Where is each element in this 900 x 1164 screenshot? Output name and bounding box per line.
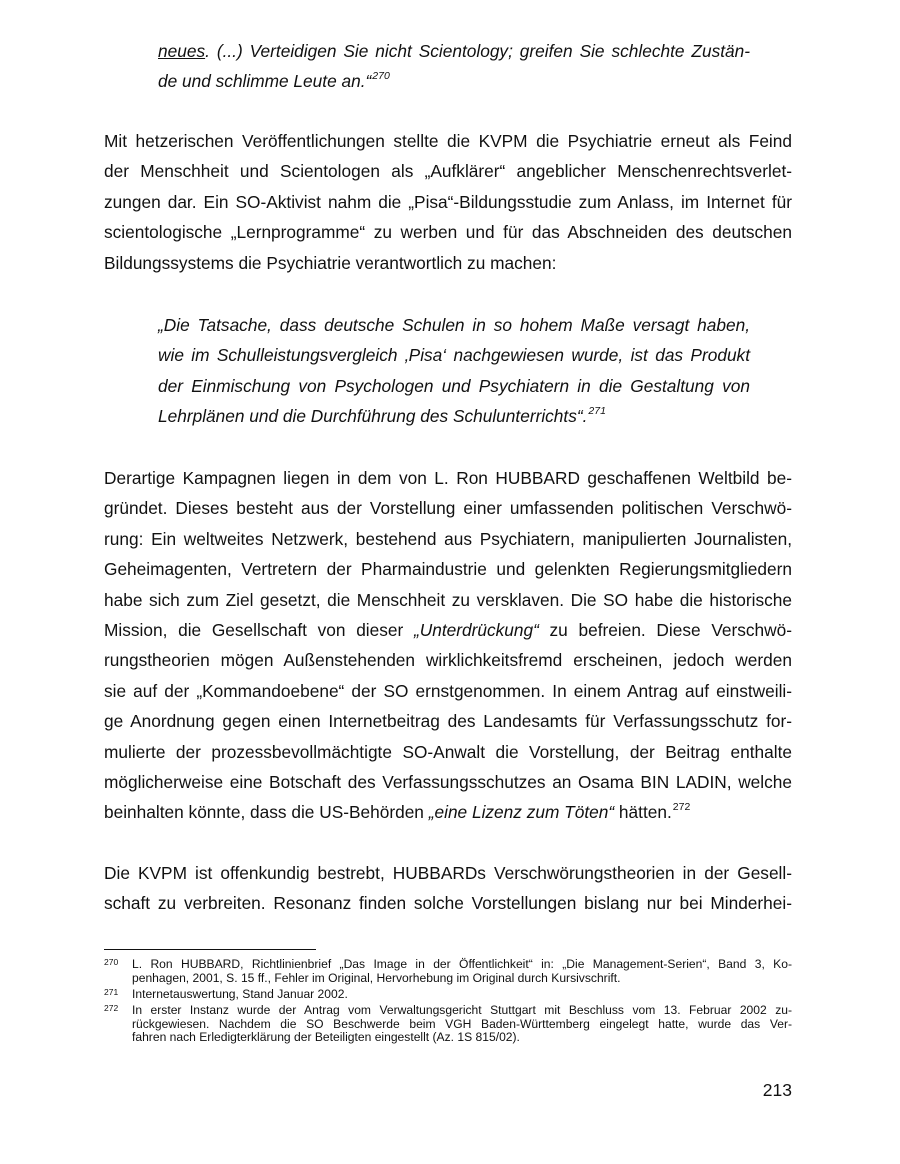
underlined-word: neues [158, 41, 206, 61]
footnote-line: In erster Instanz wurde der Antrag vom Verwaltungsgericht Stuttgart mit Beschluss vom 13. Februar 2002 zu- [132, 1003, 792, 1017]
quote-text: Lehrplänen und die Durchführung des Schulunterrichts“. [158, 406, 588, 427]
paragraph-line: gründet. Dieses besteht aus der Vorstellung einer umfassenden politischen Verschwö- [104, 498, 792, 519]
footnote-270 [104, 958, 792, 985]
paragraph-line: sie auf der „Kommandoebene“ der SO ernstgenommen. In einem Antrag auf einstweili- [104, 680, 792, 701]
paragraph-line: ge Anordnung gegen einen Internetbeitrag des Landesamts für Verfassungsschutz for- [104, 711, 792, 732]
paragraph-line [104, 615, 792, 645]
paragraph-line: Die KVPM ist offenkundig bestrebt, HUBBARDs Verschwörungstheorien in der Gesell- [104, 863, 792, 883]
page-number: 213 [762, 1080, 792, 1100]
paragraph-line: Bildungssystems die Psychiatrie verantwortlich zu machen: [104, 252, 557, 273]
footnote-text [132, 988, 792, 1002]
paragraph-line: rungstheorien mögen Außenstehenden wirklichkeitsfremd erscheinen, jedoch werden [104, 650, 792, 671]
quote-line [158, 401, 750, 434]
quote-line: der Einmischung von Psychologen und Psychiatern in die Gestaltung von [158, 375, 750, 396]
footnote-271 [104, 988, 792, 1002]
paragraph-line [104, 797, 792, 830]
footnote-text [132, 958, 792, 985]
paragraph-line: Geheimagenten, Vertretern der Pharmaindustrie und gelenkten Regierungsmitgliedern [104, 559, 792, 580]
footnote-ref: 270 [372, 70, 390, 83]
footnote-separator [104, 949, 316, 950]
footnote-line: penhagen, 2001, S. 15 ff., Fehler im Original, Hervorhebung im Original durch Kursivschrift. [132, 970, 621, 985]
block-quote-pisa [158, 310, 750, 435]
paragraph-2 [104, 463, 792, 831]
paragraph-1 [104, 126, 792, 278]
paragraph-line: der Menschheit und Scientologen als „Aufklärer“ angeblicher Menschenrechtsverlet- [104, 161, 792, 182]
footnote-line: rückgewiesen. Nachdem die SO Beschwerde beim VGH Baden-Württemberg eingelegt hatte, wurde das Ver- [132, 1016, 792, 1031]
footnote-line: L. Ron HUBBARD, Richtlinienbrief „Das Image in der Öffentlichkeit“ in: „Die Management-Serien“, Band 3, Ko- [132, 957, 792, 971]
quote-line [158, 36, 750, 66]
footnote-number: 272 [104, 1003, 119, 1013]
paragraph-line: rung: Ein weltweites Netzwerk, bestehend aus Psychiatern, manipulierten Journalisten, [104, 528, 792, 549]
footnote-number: 271 [104, 987, 119, 997]
paragraph-line: zungen dar. Ein SO-Aktivist nahm die „Pisa“-Bildungsstudie zum Anlass, im Internet für [104, 191, 792, 212]
quote-line: wie im Schulleistungsvergleich ‚Pisa‘ nachgewiesen wurde, ist das Produkt [158, 345, 750, 366]
text-run: zu befreien. Diese Verschwö- [538, 620, 792, 641]
text-run: beinhalten könnte, dass die US-Behörden [104, 802, 429, 823]
footnote-ref: 272 [672, 801, 691, 814]
text-run: Mission, die Gesellschaft von dieser [104, 620, 414, 641]
footnote-272 [104, 1004, 792, 1045]
text-run: hätten. [614, 802, 672, 823]
paragraph-line: Derartige Kampagnen liegen in dem von L. Ron HUBBARD geschaffenen Weltbild be- [104, 468, 792, 488]
quote-text: . (...) Verteidigen Sie nicht Scientology; greifen Sie schlechte Zustän- [205, 41, 750, 61]
paragraph-line: mulierte der prozessbevollmächtigte SO-Anwalt die Vorstellung, der Beitrag enthalte [104, 741, 792, 762]
quote-text: de und schlimme Leute an.“ [158, 71, 372, 92]
footnote-line: Internetauswertung, Stand Januar 2002. [132, 987, 348, 1001]
quote-line: „Die Tatsache, dass deutsche Schulen in so hohem Maße versagt haben, [158, 315, 750, 335]
footnote-ref: 271 [588, 405, 606, 418]
paragraph-line: schaft zu verbreiten. Resonanz finden solche Vorstellungen bislang nur bei Minderhei- [104, 893, 792, 914]
paragraph-line: möglicherweise eine Botschaft des Verfassungsschutzes an Osama BIN LADIN, welche [104, 772, 792, 793]
footnote-text [132, 1004, 792, 1045]
block-quote-top [158, 36, 750, 100]
paragraph-line: Mit hetzerischen Veröffentlichungen stellte die KVPM die Psychiatrie erneut als Feind [104, 131, 792, 151]
quote-line [158, 66, 750, 99]
footnote-line: fahren nach Erledigterklärung der Beteiligten eingestellt (Az. 1S 815/02). [132, 1030, 520, 1045]
paragraph-line: scientologische „Lernprogramme“ zu werben und für das Abschneiden des deutschen [104, 222, 792, 243]
italic-phrase: „eine Lizenz zum Töten“ [428, 802, 615, 823]
paragraph-3 [104, 858, 792, 919]
italic-phrase: „Unterdrückung“ [413, 620, 539, 641]
footnote-number: 270 [104, 957, 119, 967]
paragraph-line: habe sich zum Ziel gesetzt, die Menschheit zu versklaven. Die SO habe die historische [104, 589, 792, 610]
